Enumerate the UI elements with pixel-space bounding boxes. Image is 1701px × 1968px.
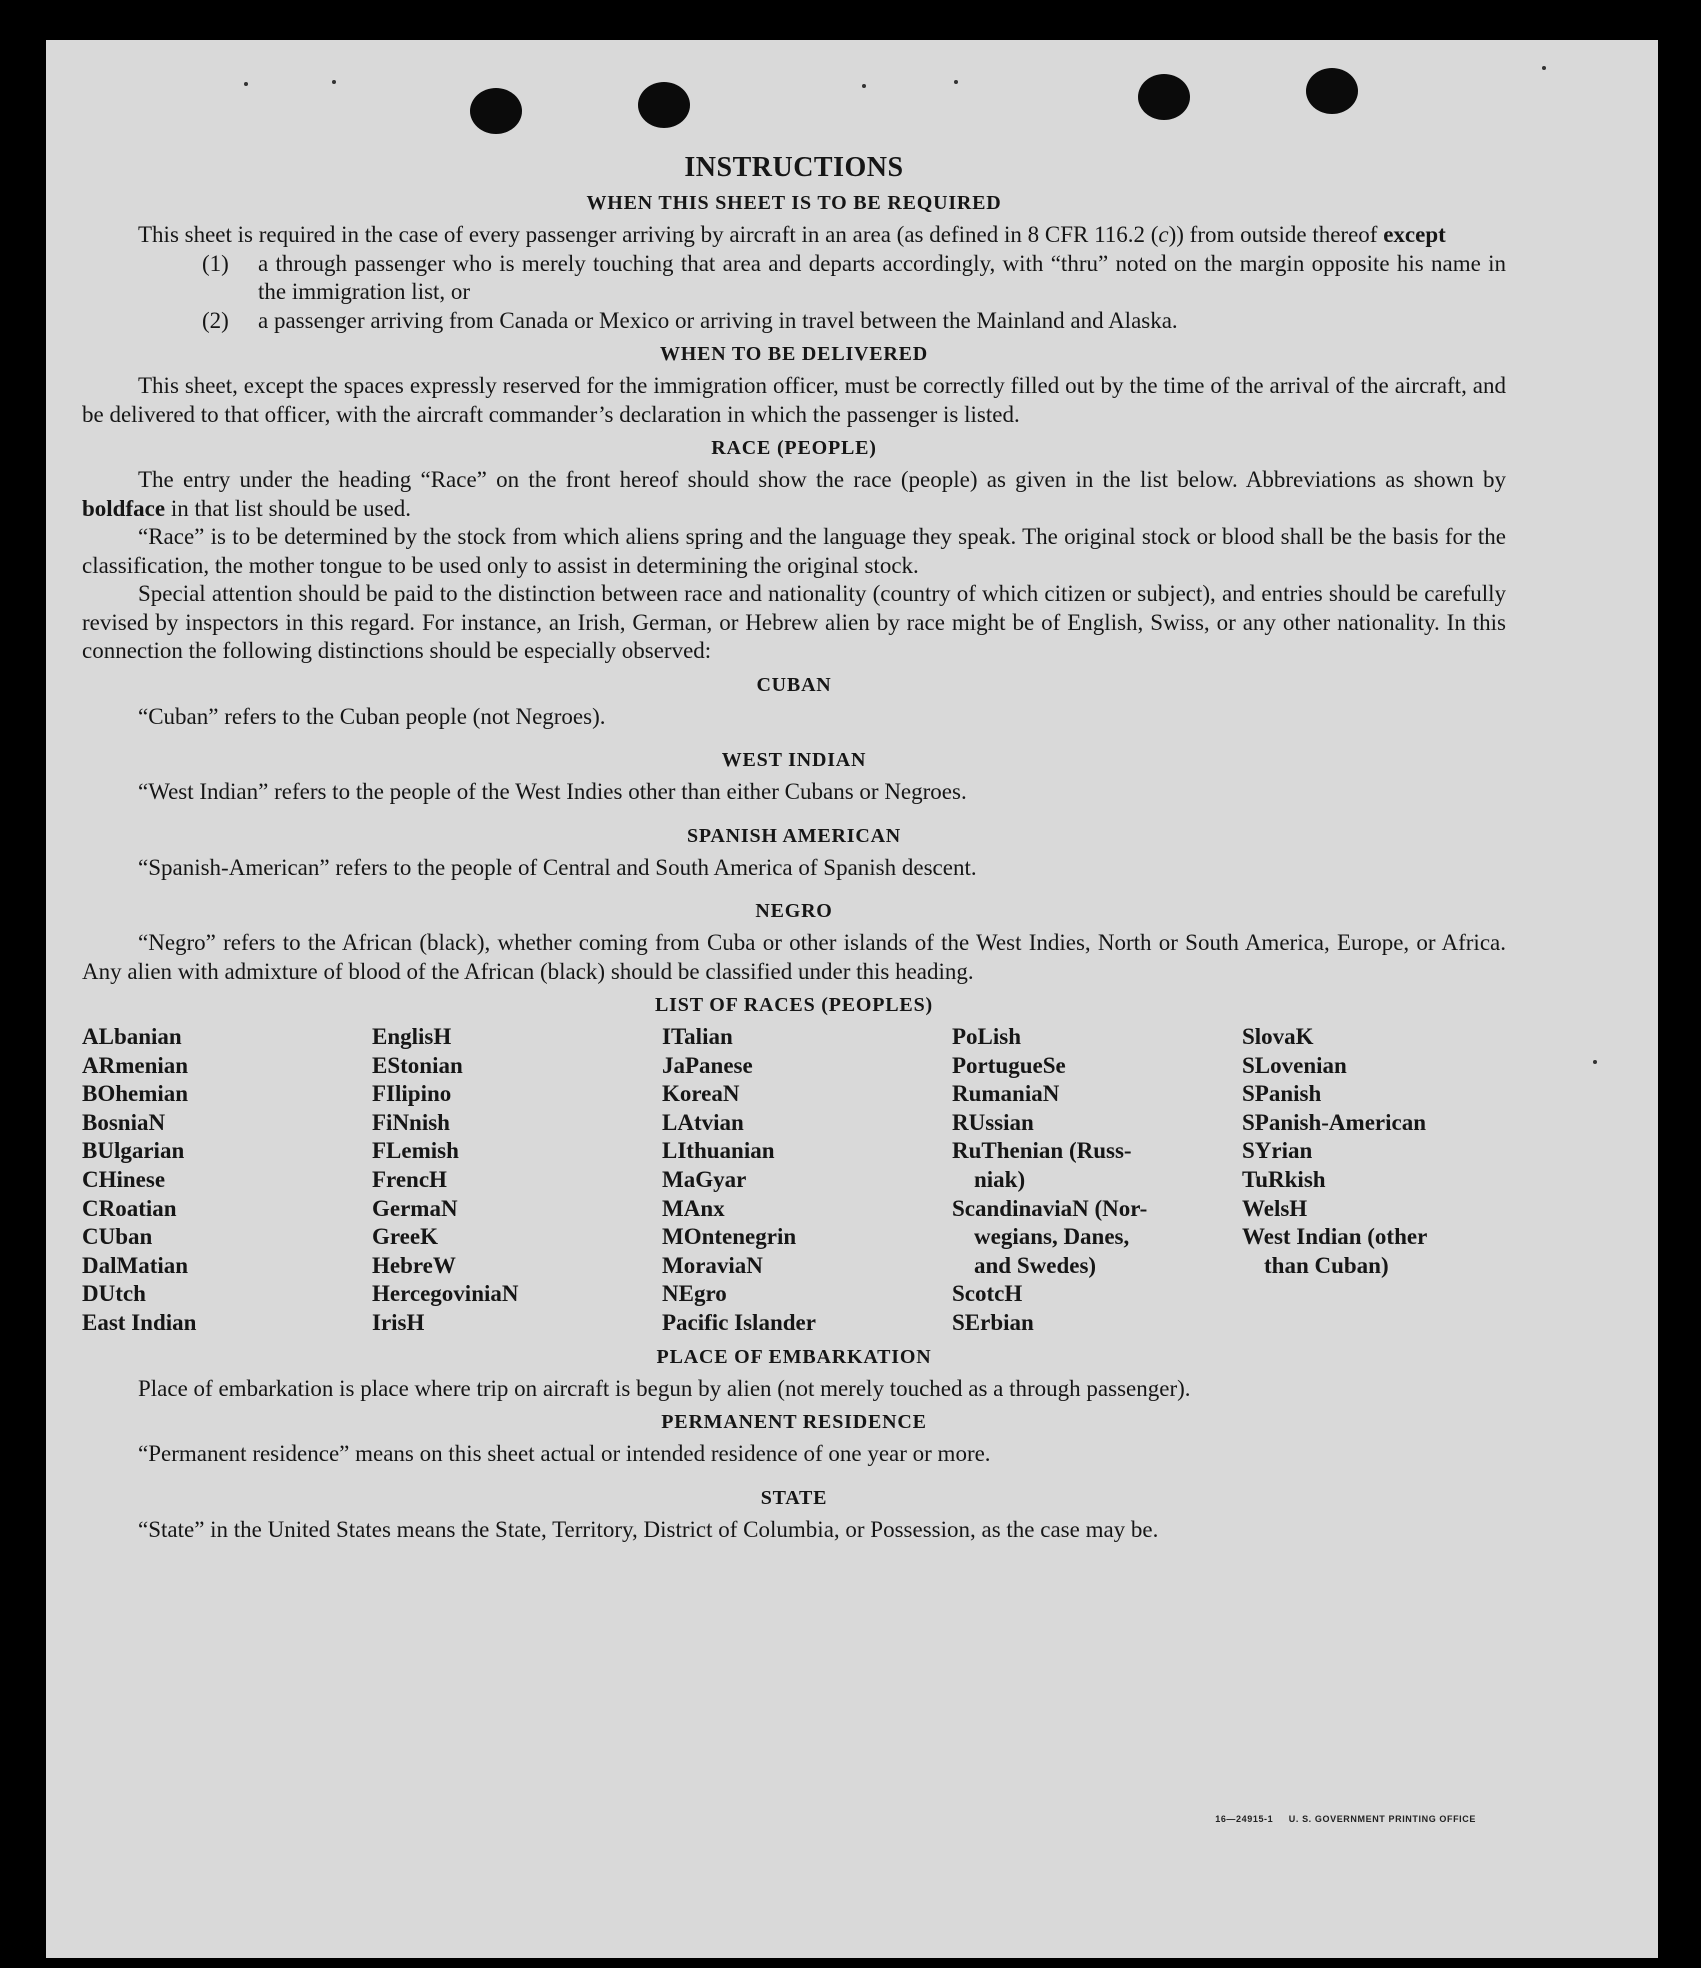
race-entry: SYrian (1242, 1138, 1313, 1164)
form-number: 16—24915-1 (1215, 1814, 1274, 1824)
race-entry: RumaniaN (952, 1081, 1060, 1107)
embarkation-text: Place of embarkation is place where trip on aircraft is begun by alien (not merely touched as a through passenger). (138, 1375, 1191, 1401)
race-entry: PoLish (952, 1024, 1022, 1049)
dust-speck (862, 84, 866, 88)
race-entry: BUlgarian (82, 1138, 185, 1164)
dust-speck (332, 80, 336, 84)
race-entry-continued: niak) (974, 1166, 1026, 1192)
exception-item (202, 250, 1506, 307)
section-heading-cuban: CUBAN (756, 673, 832, 696)
punch-hole (470, 88, 522, 134)
section-heading-race: RACE (PEOPLE) (711, 437, 877, 459)
race-entry: West Indian (other (1242, 1224, 1428, 1250)
dust-speck (1542, 66, 1546, 70)
race-entry: CRoatian (82, 1195, 177, 1221)
races-column (1242, 1023, 1532, 1338)
exception-number: (1) (202, 250, 229, 276)
race-entry: Pacific Islander (662, 1309, 816, 1335)
race-paragraph-1: The entry under the heading “Race” on the front hereof should show the race (people) as given in the list below. Abbreviations as shown by boldface in that list should be used. (82, 467, 1506, 521)
race-entry: CHinese (82, 1166, 166, 1192)
section-heading-embarkation: PLACE OF EMBARKATION (656, 1345, 932, 1368)
race-entry: DalMatian (82, 1252, 189, 1278)
race-entry: SErbian (952, 1309, 1034, 1335)
race-entry: HebreW (372, 1252, 456, 1278)
races-column (952, 1023, 1242, 1338)
race-paragraph-3: Special attention should be paid to the distinction between race and nationality (country of which citizen or subject), and entries should be carefully revised by inspectors in this regard. For instance, an Irish, German, or Hebrew alien by race might be of English, Swiss, or any other nationality. In this connection the following distinctions should be especially observed: (82, 581, 1506, 663)
race-entry: FiNnish (372, 1109, 450, 1135)
race-entry: FIlipino (372, 1081, 452, 1107)
residence-text: “Permanent residence” means on this sheet actual or intended residence of one year or more. (138, 1441, 991, 1467)
west-indian-text: “West Indian” refers to the people of the West Indies other than either Cubans or Negroes. (138, 779, 967, 804)
state-text: “State” in the United States means the State, Territory, District of Columbia, or Possession, as the case may be. (138, 1516, 1159, 1542)
race-entry: FrencH (372, 1166, 447, 1192)
exception-number: (2) (202, 307, 229, 333)
race-entry: MoraviaN (662, 1252, 763, 1278)
punch-hole (1138, 74, 1190, 120)
race-entry: MOntenegrin (662, 1224, 797, 1250)
section-heading-required: WHEN THIS SHEET IS TO BE REQUIRED (586, 192, 1002, 214)
race-entry: East Indian (82, 1309, 197, 1335)
races-column (372, 1023, 662, 1338)
races-column (82, 1023, 372, 1338)
race-entry: IrisH (372, 1309, 425, 1335)
section-heading-state: STATE (760, 1486, 828, 1509)
dust-speck (954, 80, 958, 84)
race-entry: SlovaK (1242, 1024, 1314, 1049)
race-entry: WelsH (1242, 1195, 1308, 1221)
spanish-american-text: “Spanish-American” refers to the people of Central and South America of Spanish descent. (138, 854, 977, 880)
race-entry: ScotcH (952, 1281, 1023, 1307)
race-entry: MaGyar (662, 1166, 747, 1192)
instructions-content (82, 152, 1506, 1544)
cuban-text: “Cuban” refers to the Cuban people (not Negroes). (138, 703, 606, 729)
section-heading-negro: NEGRO (755, 900, 833, 922)
race-entry: DUtch (82, 1281, 146, 1307)
instruction-sheet (46, 40, 1658, 1958)
race-entry: PortugueSe (952, 1052, 1066, 1078)
race-entry: BOhemian (82, 1081, 189, 1107)
race-paragraph-2: “Race” is to be determined by the stock from which aliens spring and the language they speak. The original stock or blood shall be the basis for the classification, the mother tongue to be used only to assist in determining the original stock. (82, 524, 1506, 578)
race-entry-continued: wegians, Danes, (974, 1224, 1130, 1250)
race-entry: GreeK (372, 1224, 438, 1250)
race-entry: SPanish-American (1242, 1109, 1426, 1135)
section-heading-west-indian: WEST INDIAN (721, 749, 867, 771)
race-entry: ARmenian (82, 1052, 189, 1078)
section-heading-residence: PERMANENT RESIDENCE (661, 1411, 927, 1434)
race-entry: LIthuanian (662, 1138, 775, 1164)
section-heading-delivered: WHEN TO BE DELIVERED (659, 343, 929, 365)
race-entry: NEgro (662, 1281, 727, 1307)
race-entry-continued: than Cuban) (1264, 1252, 1389, 1278)
race-entry: SLovenian (1242, 1052, 1347, 1078)
race-entry: KoreaN (662, 1081, 740, 1107)
dust-speck (244, 82, 248, 86)
race-entry: MAnx (662, 1195, 725, 1221)
races-column (662, 1023, 952, 1338)
punch-hole (638, 82, 690, 128)
exception-text: a through passenger who is merely touching that area and departs accordingly, with “thru” noted on the margin opposite his name in the immigration list, or (258, 250, 1506, 304)
delivered-text: This sheet, except the spaces expressly reserved for the immigration officer, must be correctly filled out by the time of the arrival of the aircraft, and be delivered to that officer, with the aircraft commander’s declaration in which the passenger is listed. (82, 373, 1506, 427)
exception-text: a passenger arriving from Canada or Mexico or arriving in travel between the Mainland and Alaska. (258, 307, 1178, 333)
negro-text: “Negro” refers to the African (black), whether coming from Cuba or other islands of the West Indies, North or South America, Europe, or Africa. Any alien with admixture of blood of the African (black) should be classified under this heading. (82, 930, 1506, 984)
race-entry: LAtvian (662, 1109, 744, 1135)
race-entry: RUssian (952, 1109, 1034, 1135)
race-entry: TuRkish (1242, 1166, 1326, 1192)
race-entry: ITalian (662, 1024, 733, 1049)
race-entry: GermaN (372, 1195, 458, 1221)
race-entry: ScandinaviaN (Nor- (952, 1195, 1148, 1221)
race-entry: RuThenian (Russ- (952, 1138, 1132, 1164)
race-entry-continued: and Swedes) (974, 1252, 1097, 1278)
race-entry: SPanish (1242, 1081, 1322, 1107)
printer-name: U. S. GOVERNMENT PRINTING OFFICE (1288, 1814, 1476, 1824)
required-intro: This sheet is required in the case of every passenger arriving by aircraft in an area (as defined in 8 CFR 116.2 (c)) from outside thereof except (138, 222, 1446, 247)
race-entry: JaPanese (662, 1052, 753, 1078)
race-entry: ALbanian (82, 1024, 182, 1049)
page-title: INSTRUCTIONS (684, 152, 904, 183)
race-entry: CUban (82, 1224, 153, 1250)
printer-imprint (1215, 1814, 1476, 1824)
exception-item (202, 307, 1506, 336)
race-entry: EnglisH (372, 1024, 452, 1049)
races-list (82, 1023, 1506, 1338)
race-entry: BosniaN (82, 1109, 166, 1135)
race-entry: HercegoviniaN (372, 1281, 519, 1307)
section-heading-races-list: LIST OF RACES (PEOPLES) (655, 994, 933, 1016)
punch-hole (1306, 68, 1358, 114)
race-entry: FLemish (372, 1138, 459, 1164)
section-heading-spanish-american: SPANISH AMERICAN (686, 824, 902, 847)
dust-speck (1593, 1060, 1597, 1064)
race-entry: EStonian (372, 1052, 463, 1078)
